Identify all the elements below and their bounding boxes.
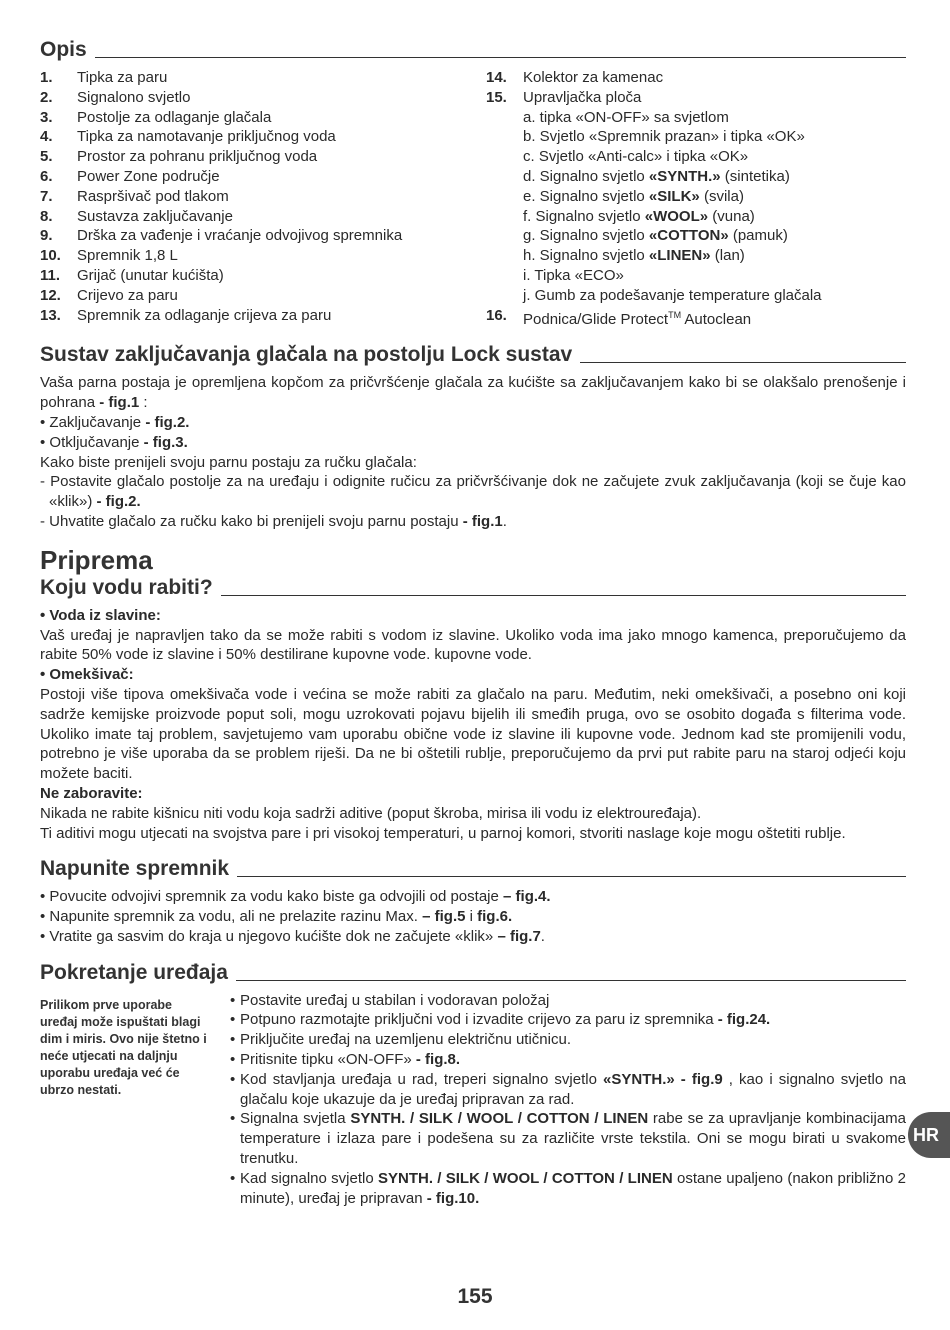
list-item [40,88,486,108]
step-text: Postavite uređaj u stabilan i vodoravan položaj [240,991,550,1009]
step-text: - Uhvatite glačalo za ručku kako bi prenijeli svoju parnu postaju [40,512,463,530]
sub-item [486,207,906,227]
step-text-part: Kod stavljanja uređaja u rad, treperi signalno svjetlo [240,1070,604,1088]
lock-intro-text: Vaša parna postaja je opremljena kopčom za pričvršćenje glačala za kućište sa zaključavanjem kako bi se olakšalo prenošenje i pohrana [40,374,906,412]
remember-text: Ti aditivi mogu utjecati na svojstva pare i pri visokoj temperaturi, u parnoj komori, stvoriti naslage koje mogu oštetiti rublje. [40,824,846,842]
sub-item: j. Gumb za podešavanje temperature glačala [523,286,822,304]
fig-ref: - fig.1 [99,394,140,412]
sub-item-text: (svila) [699,187,744,205]
start-steps [230,991,906,1209]
sub-item [486,187,906,207]
start-step: • Potpuno razmotajte priključni vod i izvadite crijevo za paru iz spremnika - fig.24. [230,1010,906,1030]
lock-bullet [40,413,906,433]
bullet-text: • Otključavanje [40,433,144,451]
item-text: Signalono svjetlo [77,88,191,106]
item-text-part: Autoclean [681,310,752,328]
sub-item-bold: «SYNTH.» [648,167,721,185]
list-item [40,108,486,128]
step-text [240,1169,906,1209]
fill-bullet [40,907,906,927]
item-number: 8. [40,207,53,225]
opis-heading [40,38,906,62]
opis-title: Opis [40,38,87,61]
bullet-text: • Povucite odvojivi spremnik za vodu kako biste ga odvojili od postaje [40,888,504,906]
start-step: • Postavite uređaj u stabilan i vodoravan položaj [230,991,906,1011]
page-number: 155 [457,1285,493,1308]
sub-item-bold: «LINEN» [648,247,711,265]
sub-item: b. Svjetlo «Spremnik prazan» i tipka «OK» [523,128,805,146]
item-text: Prostor za pohranu priključnog voda [77,148,318,166]
start-step: • Pritisnite tipku «ON-OFF» - fig.8. [230,1050,906,1070]
list-item [40,127,486,147]
fig-ref: - fig.1 [462,512,503,530]
priprema-title: Priprema [40,544,153,575]
start-title: Pokretanje uređaja [40,960,228,984]
fig-ref: - fig.2. [96,493,141,511]
step-text [240,1010,906,1030]
list-item [40,226,486,246]
item-number: 3. [40,108,53,126]
start-step: • Kod stavljanja uređaja u rad, treperi signalno svjetlo «SYNTH.» - fig.9 , kao i signalno svjetlo na glačalu koje ukazuje da je uređaj pripravan za rad. [230,1070,906,1108]
language-badge: HR [908,1112,950,1158]
item-number: 15. [486,88,507,106]
step-text-part: Pritisnite tipku «ON-OFF» [240,1051,416,1069]
fill-title: Napunite spremnik [40,857,230,881]
list-item [486,68,906,88]
sub-item [486,226,906,246]
tap-head: • Voda iz slavine: [40,606,161,624]
lock-intro [40,373,906,413]
step-text-part: rabe se za upravljanje kombinacijama temperature i izlaza pare i podešena su za različite vrste tekstila. Oni se mogu birati u svakome trenutku. [240,1110,907,1168]
sub-item-text: (lan) [710,247,745,265]
sub-item-text: (sintetika) [720,167,790,185]
step-text [240,1109,906,1168]
item-number: 5. [40,148,53,166]
item-number: 11. [40,266,61,284]
item-number: 14. [486,69,507,86]
item-number: 6. [40,167,53,185]
item-text: Raspršivač pod tlakom [77,187,229,205]
item-text: Power Zone područje [77,167,220,185]
softener-text: Postoji više tipova omekšivača vode i većina se može rabiti za glačalo na paru. Međutim, neki omekšivači, a posebno oni koji sadrže kemijske proizvode poput soli, mogu uzrokovati pojavu bijelih ili smeđih pruga, ovo se osobito događa s filterima vode. Ukoliko imate taj problem, savjetujemo vam uporabu obične vode iz slavine ili kupovne vode. Jednom kad ste promijenili vodu, potrebno je više uporaba da se problem riješi. Da ne bi oštetili rublje, preporučujemo da prvi put rabite paru na staroj odjeći koju možete baciti. [40,685,906,783]
list-item [40,246,486,266]
fill-bullet [40,927,906,947]
opis-left-list [40,68,486,329]
water-title: Koju vodu rabiti? [40,575,213,599]
list-item [40,207,486,227]
item-text [523,306,751,330]
step-text-part: Kad signalno svjetlo [240,1169,378,1187]
item-text: Sustavza zaključavanje [77,207,233,225]
start-step: • Priključite uređaj na uzemljenu električnu utičnicu. [230,1030,906,1050]
item-text: Upravljačka ploča [523,88,642,106]
sub-item-text: d. Signalno svjetlo [523,167,649,185]
list-item [40,147,486,167]
carry-step [40,472,906,512]
carry-intro: Kako biste prenijeli svoju parnu postaju za ručku glačala: [40,453,417,471]
item-text: Tipka za paru [77,69,168,86]
opis-right-list [486,68,906,329]
list-item [40,266,486,286]
trademark-sup: TM [668,309,682,320]
step-end: . [502,512,507,530]
list-item [486,306,906,330]
item-number: 10. [40,247,61,265]
step-text [240,1050,906,1070]
remember-heading [40,784,906,804]
item-number: 12. [40,286,61,304]
item-number: 9. [40,227,53,245]
step-text-part: Signalna svjetla [240,1110,351,1128]
step-bold: SYNTH. / SILK / WOOL / COTTON / LINEN [350,1110,649,1128]
lock-title: Sustav zaključavanja glačala na postolju Lock sustav [40,343,573,367]
bullet-text: . [540,927,545,945]
sub-item-text: (pamuk) [728,227,788,245]
list-item [40,187,486,207]
fig-ref: - fig.3. [143,433,188,451]
heading-rule [236,980,906,981]
opis-columns [40,68,906,329]
step-bold: SYNTH. / SILK / WOOL / COTTON / LINEN [377,1169,673,1187]
sub-item-bold: «SILK» [648,187,700,205]
fig-ref: – fig.4. [503,888,551,906]
item-text: Crijevo za paru [77,286,178,304]
lock-heading [40,343,906,367]
sub-item: i. Tipka «ECO» [523,266,624,284]
sub-item [486,167,906,187]
lock-intro-end: : [139,394,148,412]
fill-bullet [40,887,906,907]
sub-item: a. tipka «ON-OFF» sa svjetlom [523,108,729,126]
item-text-part: Podnica/Glide Protect [523,310,669,328]
list-item [40,306,486,326]
item-number: 1. [40,69,53,86]
sub-item-text: e. Signalno svjetlo [523,187,649,205]
remember-head: Ne zaboravite: [40,784,143,802]
remember-text: Nikada ne rabite kišnicu niti vodu koja sadrži aditive (poput škroba, mirisa ili vodu iz elektrouređaja). [40,804,702,822]
item-text: Spremnik za odlaganje crijeva za paru [77,306,332,324]
step-bold: «SYNTH.» - fig.9 [603,1070,723,1088]
start-step: • Signalna svjetla SYNTH. / SILK / WOOL / COTTON / LINEN rabe se za upravljanje kombinacijama temperature i izlaza pare i podešena su za različite vrste tekstila. Oni se mogu birati u svakome trenutku. [230,1110,907,1168]
soft-head: • Omekšivač: [40,666,134,684]
water-heading [40,576,906,600]
unlock-bullet [40,433,906,453]
fill-heading [40,857,906,881]
start-step: • Kad signalno svjetlo SYNTH. / SILK / WOOL / COTTON / LINEN ostane upaljeno (nakon približno 2 minute), uređaj je pripravan - fig.10. [230,1169,906,1207]
sub-item-bold: «COTTON» [648,227,729,245]
tap-text: Vaš uređaj je napravljen tako da se može rabiti s vodom iz slavine. Ukoliko voda ima jako mnogo kamenca, preporučujemo da rabite 50% vode iz slavine i 50% destilirane kupovne vode. kupovne vode. [40,626,906,664]
list-item [486,88,906,108]
fig-ref: - fig.8. [415,1051,461,1069]
heading-rule [221,595,906,596]
item-text: Tipka za namotavanje priključnog voda [77,128,336,146]
item-number: 4. [40,128,53,146]
sub-item-text: f. Signalno svjetlo [523,207,645,225]
heading-rule [580,362,906,363]
sub-item-text: (vuna) [708,207,755,225]
start-heading [40,961,906,985]
list-item [40,68,486,88]
item-number: 7. [40,187,53,205]
heading-rule [95,57,906,58]
step-text-part: Potpuno razmotajte priključni vod i izvadite crijevo za paru iz spremnika [240,1011,718,1029]
fig-ref: - fig.10. [426,1189,480,1207]
step-text-part: ostane upaljeno (nakon približno 2 minute), uređaj je pripravan [240,1169,906,1207]
step-text: Priključite uređaj na uzemljenu električnu utičnicu. [240,1031,571,1049]
fig-ref: - fig.2. [145,413,190,431]
item-number: 13. [40,306,61,324]
list-item [40,286,486,306]
sub-item [486,246,906,266]
bullet-text: • Zaključavanje [40,413,146,431]
item-number: 16. [486,306,507,324]
fig-ref: fig.6. [477,908,513,926]
list-item [40,167,486,187]
first-use-note: Prilikom prve uporabe uređaj može ispuštati blagi dim i miris. Ovo nije štetno i neće utjecati na daljnju uporabu uređaja već će ubrzo nestati. [40,997,207,1097]
bullet-text: • Vratite ga sasvim do kraja u njegovo kućište dok ne začujete «klik» [40,927,498,945]
step-text-part: , kao i signalno svjetlo na glačalu koje ukazuje da je uređaj pripravan za rad. [240,1070,906,1108]
item-text: Spremnik 1,8 L [77,247,178,265]
start-section [40,991,906,1209]
heading-rule [237,876,906,877]
tap-heading [40,606,906,626]
fig-ref: – fig.7 [497,927,541,945]
sub-item-text: g. Signalno svjetlo [523,227,649,245]
sub-item-text: h. Signalno svjetlo [523,247,649,265]
fig-ref: - fig.24. [717,1011,771,1029]
page-content [40,38,906,1208]
step-text: - Postavite glačalo postolje za na uređaju i odignite ručicu za pričvršćivanje dok ne začujete zvuk zaključavanja (koji se čuje kao «klik») [40,473,906,511]
bullet-text: • Napunite spremnik za vodu, ali ne prelazite razinu Max. [40,908,423,926]
carry-step [40,512,906,532]
item-text: Postolje za odlaganje glačala [77,108,272,126]
sub-item: c. Svjetlo «Anti-calc» i tipka «OK» [523,148,749,166]
item-number: 2. [40,88,53,106]
item-text: Kolektor za kamenac [523,69,664,86]
step-text [240,1070,906,1110]
sub-item-bold: «WOOL» [644,207,709,225]
item-text: Drška za vađenje i vraćanje odvojivog spremnika [77,227,403,245]
bullet-text: i [465,908,478,926]
fig-ref: – fig.5 [422,908,466,926]
item-text: Grijač (unutar kućišta) [77,266,224,284]
softener-heading [40,665,906,685]
